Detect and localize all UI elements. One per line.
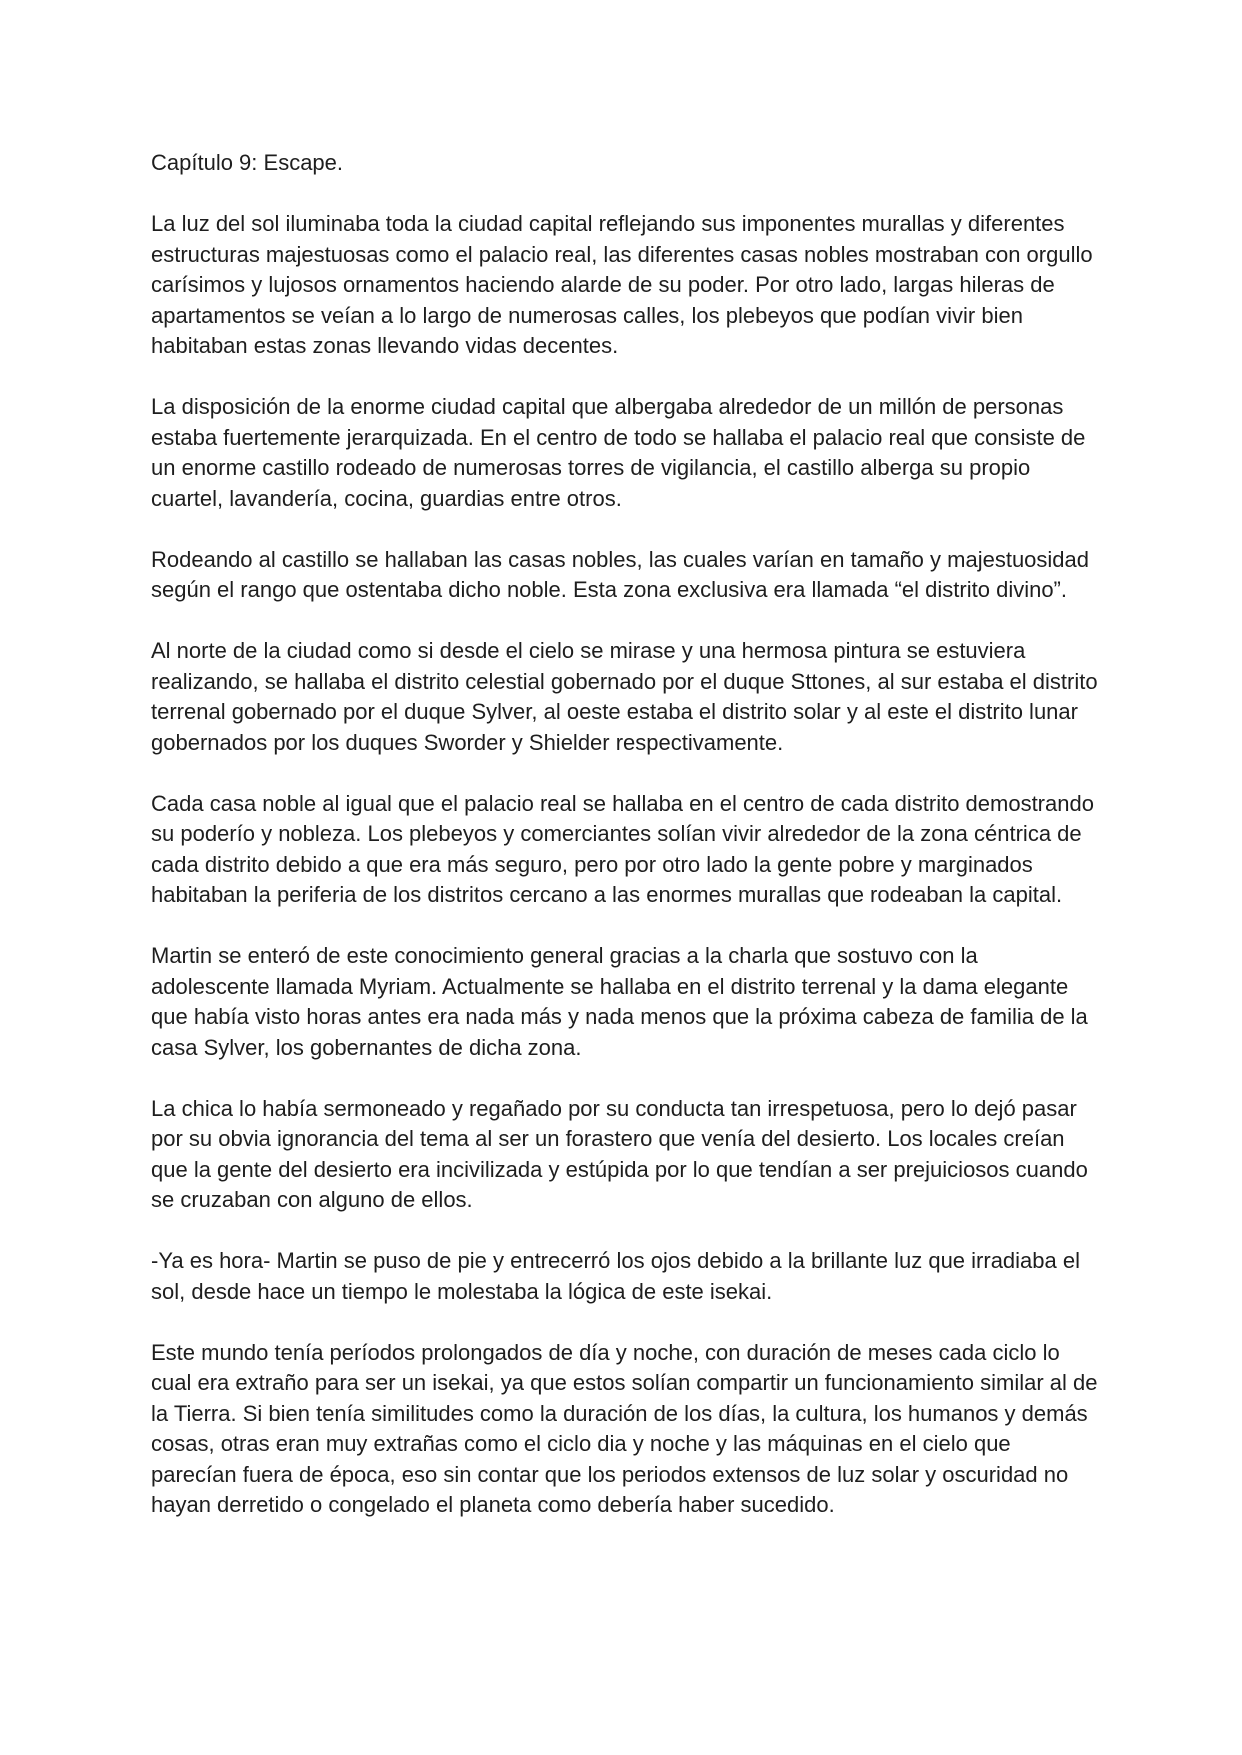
paragraph-6: Martin se enteró de este conocimiento general gracias a la charla que sostuvo con la adolescente llamada Myriam. Actualmente se hallaba en el distrito terrenal y la dama elegante que había visto horas antes era nada más y nada menos que la próxima cabeza de familia de la casa Sylver, los gobernantes de dicha zona. <box>151 943 1088 1060</box>
paragraph-2: La disposición de la enorme ciudad capital que albergaba alrededor de un millón de personas estaba fuertemente jerarquizada. En el centro de todo se hallaba el palacio real que consiste de un enorme castillo rodeado de numerosas torres de vigilancia, el castillo alberga su propio cuartel, lavandería, cocina, guardias entre otros. <box>151 394 1086 511</box>
paragraph-5: Cada casa noble al igual que el palacio real se hallaba en el centro de cada distrito demostrando su poderío y nobleza. Los plebeyos y comerciantes solían vivir alrededor de la zona céntrica de cada distrito debido a que era más seguro, pero por otro lado la gente pobre y marginados habitaban la periferia de los distritos cercano a las enormes murallas que rodeaban la capital. <box>151 790 1094 907</box>
paragraph-1: La luz del sol iluminaba toda la ciudad capital reflejando sus imponentes murallas y diferentes estructuras majestuosas como el palacio real, las diferentes casas nobles mostraban con orgullo carísimos y lujosos ornamentos haciendo alarde de su poder. Por otro lado, largas hileras de apartamentos se veían a lo largo de numerosas calles, los plebeyos que podían vivir bien habitaban estas zonas llevando vidas decentes. <box>151 211 1093 358</box>
paragraph-3: Rodeando al castillo se hallaban las casas nobles, las cuales varían en tamaño y majestuosidad según el rango que ostentaba dicho noble. Esta zona exclusiva era llamada “el distrito divino”. <box>151 546 1090 602</box>
paragraph-9: Este mundo tenía períodos prolongados de día y noche, con duración de meses cada ciclo lo cual era extraño para ser un isekai, ya que estos solían compartir un funcionamiento similar al de la Tierra. Si bien tenía similitudes como la duración de los días, la cultura, los humanos y demás cosas, otras eran muy extrañas como el ciclo dia y noche y las máquinas en el cielo que parecían fuera de época, eso sin contar que los periodos extensos de luz solar y oscuridad no hayan derretido o congelado el planeta como debería haber sucedido. <box>151 1339 1098 1517</box>
paragraph-8: -Ya es hora- Martin se puso de pie y entrecerró los ojos debido a la brillante luz que irradiaba el sol, desde hace un tiempo le molestaba la lógica de este isekai. <box>151 1248 1080 1304</box>
chapter-title: Capítulo 9: Escape. <box>151 150 344 175</box>
paragraph-4: Al norte de la ciudad como si desde el cielo se mirase y una hermosa pintura se estuviera realizando, se hallaba el distrito celestial gobernado por el duque Sttones, al sur estaba el distrito terrenal gobernado por el duque Sylver, al oeste estaba el distrito solar y al este el distrito lunar gobernados por los duques Sworder y Shielder respectivamente. <box>151 638 1098 755</box>
paragraph-7: La chica lo había sermoneado y regañado por su conducta tan irrespetuosa, pero lo dejó pasar por su obvia ignorancia del tema al ser un forastero que venía del desierto. Los locales creían que la gente del desierto era incivilizada y estúpida por lo que tendían a ser prejuiciosos cuando se cruzaban con alguno de ellos. <box>151 1095 1088 1212</box>
document-body <box>151 148 1101 1551</box>
